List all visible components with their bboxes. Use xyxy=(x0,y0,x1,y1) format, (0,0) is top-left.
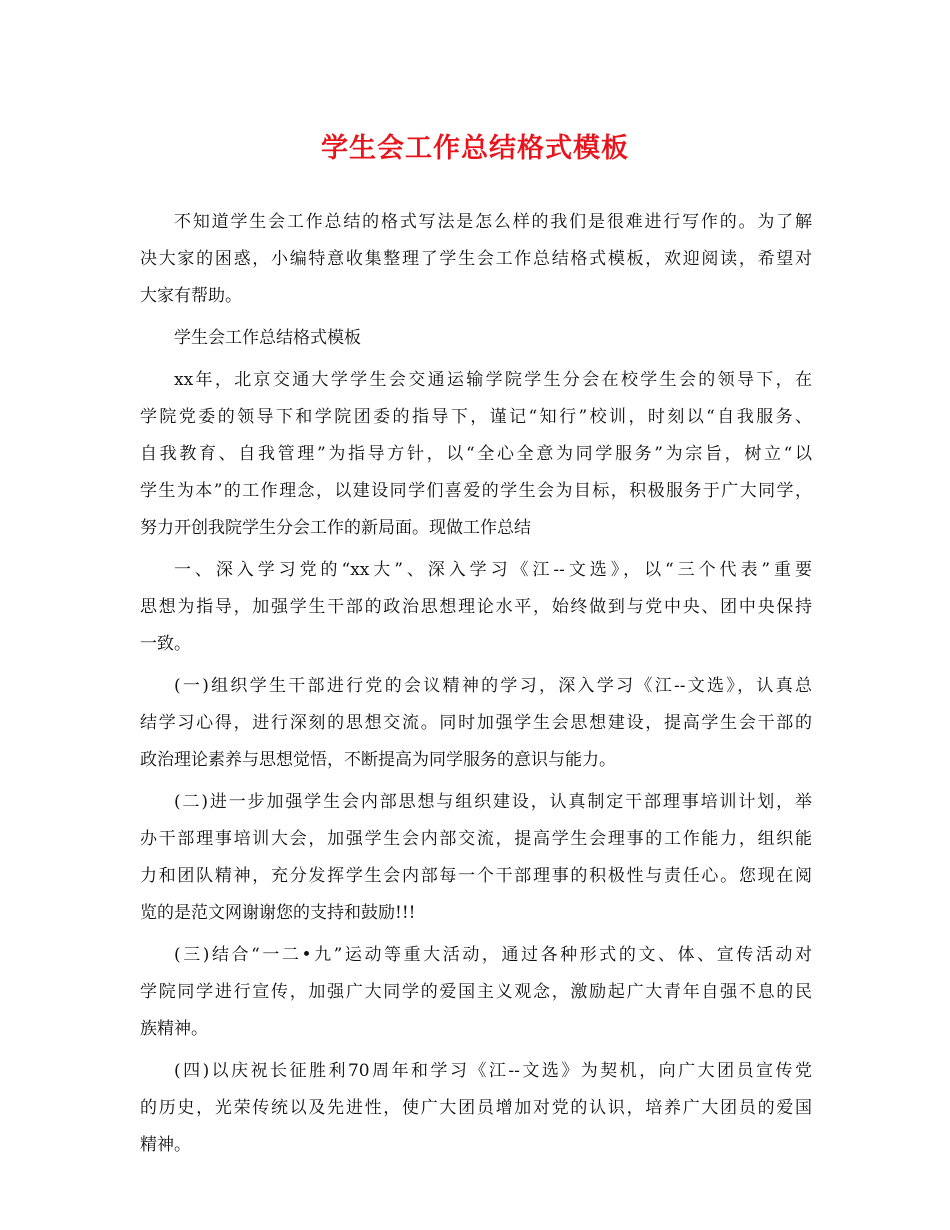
document-body xyxy=(140,204,812,1169)
text-line: 政治理论素养与思想觉悟，不断提高为同学服务的意识与能力。 xyxy=(140,750,616,770)
text-line: 族精神。 xyxy=(140,1019,208,1039)
paragraph xyxy=(140,937,812,1048)
text-line: 力和团队精神，充分发挥学生会内部每一个干部理事的积极性与责任心。您现在阅 xyxy=(140,866,812,886)
text-line: (四)以庆祝长征胜利70周年和学习《江--文选》为契机，向广大团员宣传党 xyxy=(174,1061,812,1081)
text-line: xx年，北京交通大学学生会交通运输学院学生分会在校学生会的领导下，在 xyxy=(174,370,812,390)
text-line: (一)组织学生干部进行党的会议精神的学习，深入学习《江--文选》，认真总 xyxy=(174,676,812,696)
paragraph xyxy=(140,204,812,315)
text-line: 决大家的困惑，小编特意收集整理了学生会工作总结格式模板，欢迎阅读，希望对 xyxy=(140,249,812,269)
text-line: 一、深入学习党的“xx大”、深入学习《江--文选》，以“三个代表”重要 xyxy=(174,560,812,580)
text-line: (三)结合“一二•九”运动等重大活动，通过各种形式的文、体、宣传活动对 xyxy=(174,945,812,965)
text-line: 思想为指导，加强学生干部的政治思想理论水平，始终做到与党中央、团中央保持 xyxy=(140,597,812,617)
text-line: 一致。 xyxy=(140,634,191,654)
text-line: 精神。 xyxy=(140,1135,191,1155)
text-line: 学生为本”的工作理念，以建设同学们喜爱的学生会为目标，积极服务于广大同学， xyxy=(140,481,812,501)
text-line: 的历史，光荣传统以及先进性，使广大团员增加对党的认识，培养广大团员的爱国 xyxy=(140,1098,812,1118)
paragraph xyxy=(140,668,812,779)
text-line: 结学习心得，进行深刻的思想交流。同时加强学生会思想建设，提高学生会干部的 xyxy=(140,713,812,733)
text-line: (二)进一步加强学生会内部思想与组织建设，认真制定干部理事培训计划，举 xyxy=(174,792,812,812)
text-line: 学生会工作总结格式模板 xyxy=(174,328,361,348)
document-title: 学生会工作总结格式模板 xyxy=(321,133,629,164)
text-line: 不知道学生会工作总结的格式写法是怎么样的我们是很难进行写作的。为了解 xyxy=(174,212,812,232)
text-line: 学院党委的领导下和学院团委的指导下，谨记“知行”校训，时刻以“自我服务、 xyxy=(140,407,812,427)
paragraph xyxy=(140,362,812,547)
text-line: 自我教育、自我管理”为指导方针，以“全心全意为同学服务”为宗旨，树立“以 xyxy=(140,444,812,464)
text-line: 览的是范文网谢谢您的支持和鼓励!!! xyxy=(140,903,416,923)
paragraph xyxy=(140,552,812,663)
paragraph xyxy=(140,1053,812,1164)
paragraph-subtitle xyxy=(140,320,812,357)
text-line: 努力开创我院学生分会工作的新局面。现做工作总结 xyxy=(140,518,531,538)
text-line: 学院同学进行宣传，加强广大同学的爱国主义观念，激励起广大青年自强不息的民 xyxy=(140,982,812,1002)
paragraph xyxy=(140,784,812,932)
text-line: 办干部理事培训大会，加强学生会内部交流，提高学生会理事的工作能力，组织能 xyxy=(140,829,812,849)
text-line: 大家有帮助。 xyxy=(140,286,242,306)
